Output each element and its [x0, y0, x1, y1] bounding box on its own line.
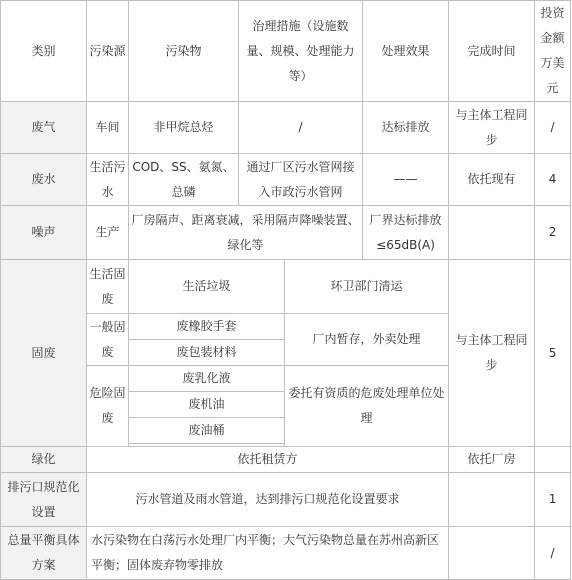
- noise-completion: [449, 206, 535, 260]
- noise-category: 噪声: [1, 206, 87, 260]
- header-row: [1, 1, 571, 102]
- header-measures: 治理措施（设施数量、规模、处理能力等）: [239, 1, 363, 102]
- solid-hazardous-source: 危险固废: [87, 366, 129, 447]
- noise-source: 生产: [87, 206, 129, 260]
- solid-general-measure: 厂内暂存，外卖处理: [285, 314, 449, 366]
- water-completion: 依托现有: [449, 154, 535, 206]
- outlet-category: 排污口规范化设置: [1, 473, 87, 527]
- header-source: 污染源: [87, 1, 129, 102]
- greening-completion: 依托厂房: [449, 447, 535, 473]
- total-investment: /: [535, 527, 571, 580]
- table-row-water: [1, 154, 571, 206]
- gas-investment: /: [535, 102, 571, 154]
- outlet-measures: 污水管道及雨水管道，达到排污口规范化设置要求: [87, 473, 449, 527]
- total-measures: 水污染物在白荡污水处理厂内平衡；大气污染物总量在苏州高新区平衡；固体废弃物零排放: [87, 527, 449, 580]
- header-completion: 完成时间: [449, 1, 535, 102]
- solid-general-item: 废包装材料: [129, 340, 285, 366]
- solid-general-item: 废橡胶手套: [129, 314, 285, 340]
- header-pollutant: 污染物: [129, 1, 239, 102]
- solid-hazardous-item: 废油桶: [129, 418, 285, 444]
- water-effect: ——: [363, 154, 449, 206]
- table-row-greening: [1, 447, 571, 473]
- solid-investment: 5: [535, 260, 571, 447]
- water-investment: 4: [535, 154, 571, 206]
- noise-effect: 厂界达标排放≤65dB(A): [363, 206, 449, 260]
- table-row-outlet: [1, 473, 571, 527]
- gas-pollutant: 非甲烷总烃: [129, 102, 239, 154]
- solid-domestic-measure: 环卫部门清运: [285, 260, 449, 314]
- header-investment: 投资金额万美元: [535, 1, 571, 102]
- water-pollutant: COD、SS、氨氮、总磷: [129, 154, 239, 206]
- noise-investment: 2: [535, 206, 571, 260]
- water-source: 生活污水: [87, 154, 129, 206]
- table-row-solid-domestic: [1, 260, 571, 314]
- header-effect: 处理效果: [363, 1, 449, 102]
- outlet-completion: [449, 473, 535, 527]
- solid-hazardous-item: 废乳化液: [129, 366, 285, 392]
- water-category: 废水: [1, 154, 87, 206]
- total-category: 总量平衡具体方案: [1, 527, 87, 580]
- table-row-noise: [1, 206, 571, 260]
- solid-domestic-item: 生活垃圾: [129, 260, 285, 314]
- solid-domestic-source: 生活固废: [87, 260, 129, 314]
- water-measures: 通过厂区污水管网接入市政污水管网: [239, 154, 363, 206]
- solid-category: 固废: [1, 260, 87, 447]
- greening-investment: [535, 447, 571, 473]
- gas-completion: 与主体工程同步: [449, 102, 535, 154]
- greening-measures: 依托租赁方: [87, 447, 449, 473]
- gas-measures: /: [239, 102, 363, 154]
- solid-general-source: 一般固废: [87, 314, 129, 366]
- outlet-investment: 1: [535, 473, 571, 527]
- greening-category: 绿化: [1, 447, 87, 473]
- solid-completion: 与主体工程同步: [449, 260, 535, 447]
- noise-measures: 厂房隔声、距离衰减，采用隔声降噪装置、绿化等: [129, 206, 363, 260]
- gas-effect: 达标排放: [363, 102, 449, 154]
- table-row-gas: [1, 102, 571, 154]
- table-row-total: [1, 527, 571, 580]
- gas-source: 车间: [87, 102, 129, 154]
- gas-category: 废气: [1, 102, 87, 154]
- header-category: 类别: [1, 1, 87, 102]
- solid-hazardous-item: 废机油: [129, 392, 285, 418]
- solid-hazardous-measure: 委托有资质的危废处理单位处理: [285, 366, 449, 447]
- total-completion: [449, 527, 535, 580]
